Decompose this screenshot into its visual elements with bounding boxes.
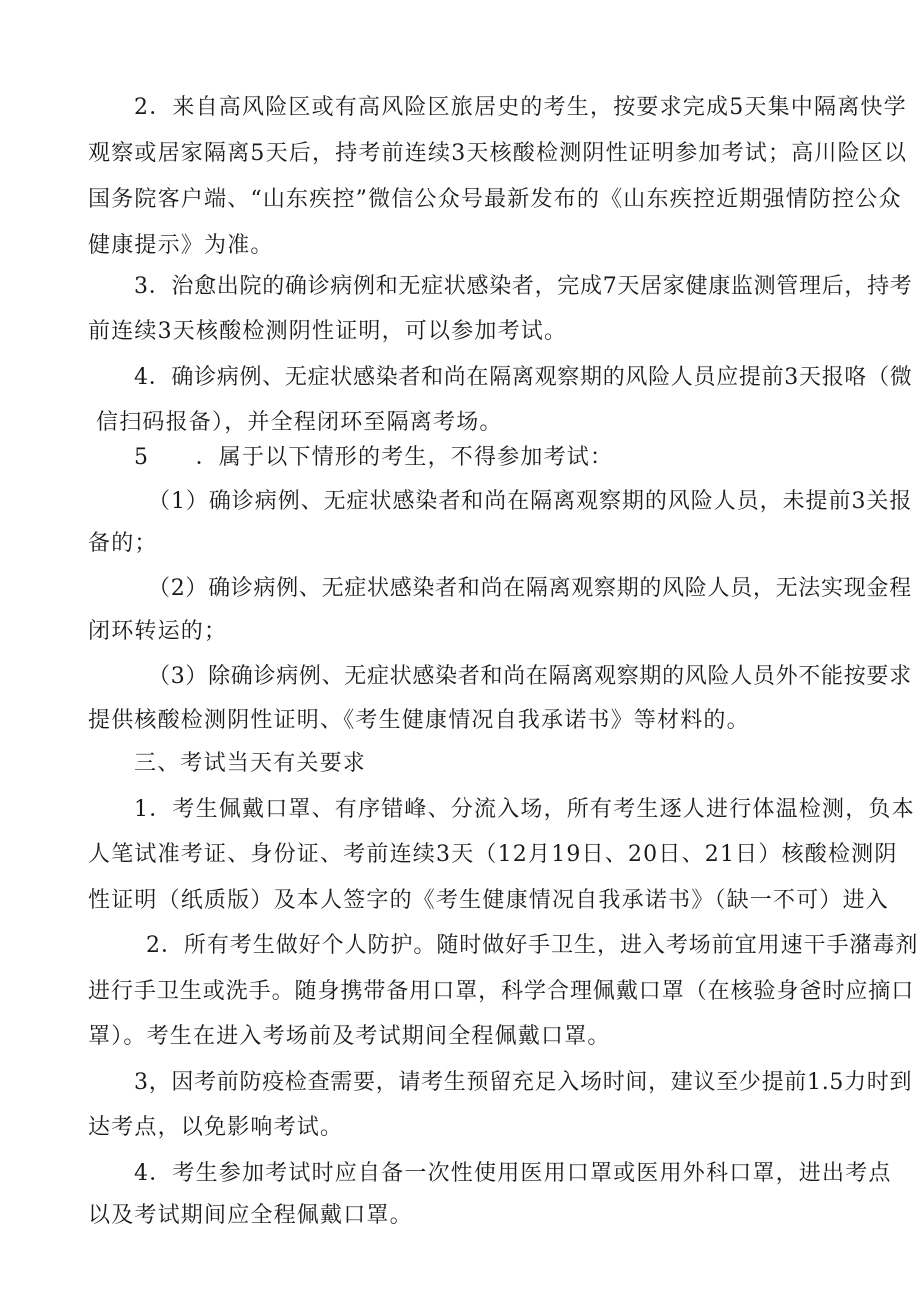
text-line: 2．所有考生做好个人防护。随时做好手卫生，进入考场前宜用速干手潴毒剂 bbox=[146, 933, 919, 958]
text-line: （2）确诊病例、无症状感染者和尚在隔离观察期的风险人员，无法实现金程 bbox=[148, 576, 912, 601]
text-line: 4．确诊病例、无症状感染者和尚在隔离观察期的风险人员应提前3天报咯（微 bbox=[134, 365, 913, 390]
text-line: 人笔试准考证、身份证、考前连续3天（12月19日、20日、21日）核酸检测阴 bbox=[88, 842, 898, 867]
text-line: 进行手卫生或洗手。随身携带备用口罩，科学合理佩戴口罩（在核验身爸时应摘口 bbox=[88, 979, 915, 1004]
text-line: 罩）。考生在进入考场前及考试期间全程佩戴口罩。 bbox=[88, 1024, 611, 1049]
text-line: 1．考生佩戴口罩、有序错峰、分流入场，所有考生逐人进行体温检测，负本 bbox=[134, 797, 915, 822]
text-line: 性证明（纸质版）及本人签字的《考生健康情况自我承诺书》（缺一不可）进入 bbox=[88, 888, 890, 913]
text-line: （1）确诊病例、无症状感染者和尚在隔离观察期的风险人员，未提前3关报 bbox=[148, 489, 913, 514]
text-line: 闭环转运的； bbox=[88, 619, 228, 644]
text-line: （3）除确诊病例、无症状感染者和尚在隔离观察期的风险人员外不能按要求 bbox=[148, 664, 912, 689]
section-heading: 三、考试当天有关要求 bbox=[134, 751, 367, 776]
text-line: 备的； bbox=[88, 531, 158, 556]
text-line: 3，因考前防疫检查需要，请考生预留充足入场时间，建议至少提前1.5力时到 bbox=[134, 1070, 913, 1095]
text-line: 2．来自高风险区或有高风险区旅居史的考生，按要求完成5天集中隔离快学 bbox=[134, 95, 907, 120]
text-line: 观察或居家隔离5天后，持考前连续3天核酸检测阴性证明参加考试；高川险区以 bbox=[88, 141, 908, 166]
text-line: 3．治愈出院的确诊病例和无症状感染者，完成7天居家健康监测管理后，持考 bbox=[134, 274, 913, 299]
text-line: 4．考生参加考试时应自备一次性使用医用口罩或医用外科口罩，进出考点 bbox=[134, 1161, 892, 1186]
text-line: 达考点，以免影响考试。 bbox=[88, 1115, 344, 1140]
text-line: 国务院客户端、“山东疾控”微信公众号最新发布的《山东疾控近期强情防控公众 bbox=[88, 187, 902, 212]
text-line: 信扫码报备），并全程闭环至隔离考场。 bbox=[96, 410, 503, 435]
text-line: 提供核酸检测阴性证明、《考生健康情况自我承诺书》等材料的。 bbox=[88, 708, 750, 733]
text-line: 健康提示》为准。 bbox=[88, 233, 274, 258]
text-line: 5 ．属于以下情形的考生，不得参加考试： bbox=[134, 445, 614, 470]
text-line: 前连续3天核酸检测阴性证明，可以参加考试。 bbox=[88, 319, 568, 344]
text-line: 以及考试期间应全程佩戴口罩。 bbox=[88, 1203, 413, 1228]
